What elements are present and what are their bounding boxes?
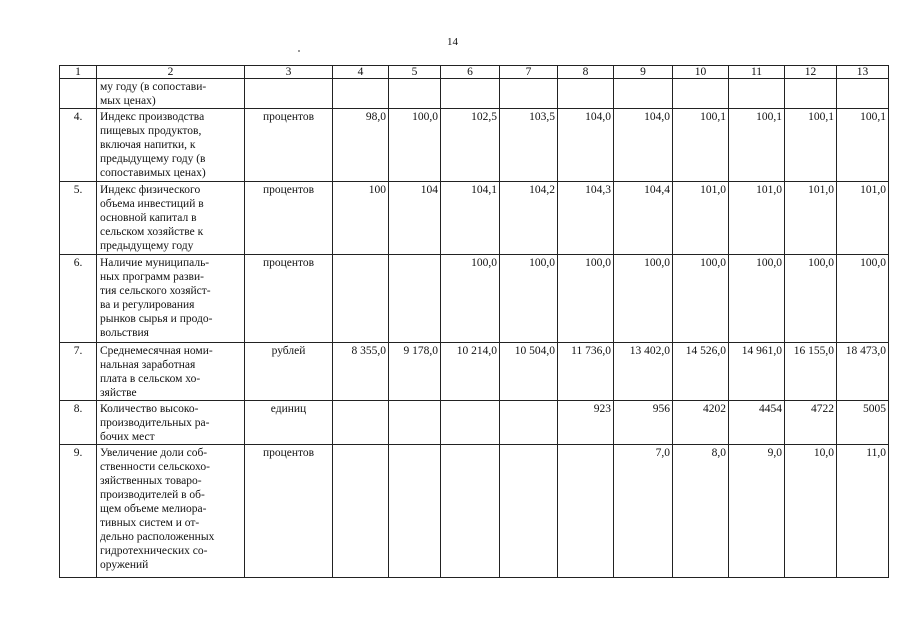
row-index: 7. (60, 343, 97, 401)
table-row (60, 79, 889, 109)
value-cell (441, 445, 500, 578)
value-cell (389, 401, 441, 445)
page-number: 14 (447, 36, 458, 48)
value-cell (333, 79, 389, 109)
value-cell: 104,0 (614, 109, 673, 182)
scan-speck (298, 50, 300, 52)
value-cell: 100,0 (837, 255, 889, 343)
value-cell: 100 (333, 182, 389, 255)
value-cell: 100,0 (441, 255, 500, 343)
value-cell: 100,0 (558, 255, 614, 343)
unit-cell: единиц (245, 401, 333, 445)
value-cell: 104,2 (500, 182, 558, 255)
indicator-name: Увеличение доли соб- ственности сельскохо- зяйственных товаро- производителей в об- щем объеме мелиора- тивных систем и от- дельно расположенных гидротехнических со- оружений (97, 445, 245, 578)
value-cell: 10,0 (785, 445, 837, 578)
value-cell: 98,0 (333, 109, 389, 182)
value-cell (673, 79, 729, 109)
table-row (60, 445, 889, 578)
value-cell (837, 79, 889, 109)
value-cell (500, 79, 558, 109)
row-index: 6. (60, 255, 97, 343)
indicator-name: Индекс физического объема инвестиций в основной капитал в сельском хозяйстве к предыдущему году (97, 182, 245, 255)
unit-cell: рублей (245, 343, 333, 401)
value-cell: 104,1 (441, 182, 500, 255)
value-cell: 7,0 (614, 445, 673, 578)
column-number-5: 5 (389, 66, 441, 79)
value-cell: 101,0 (729, 182, 785, 255)
value-cell: 4454 (729, 401, 785, 445)
value-cell: 10 504,0 (500, 343, 558, 401)
value-cell: 101,0 (785, 182, 837, 255)
column-number-12: 12 (785, 66, 837, 79)
value-cell (389, 255, 441, 343)
value-cell: 10 214,0 (441, 343, 500, 401)
row-index: 8. (60, 401, 97, 445)
value-cell: 102,5 (441, 109, 500, 182)
value-cell: 100,1 (673, 109, 729, 182)
value-cell (729, 79, 785, 109)
value-cell: 100,0 (729, 255, 785, 343)
value-cell: 956 (614, 401, 673, 445)
value-cell (441, 79, 500, 109)
value-cell (558, 445, 614, 578)
indicator-name: Наличие муниципаль- ных программ разви- тия сельского хозяйст- ва и регулирования рынков сырья и продо- вольствия (97, 255, 245, 343)
value-cell: 103,5 (500, 109, 558, 182)
value-cell: 4722 (785, 401, 837, 445)
value-cell: 16 155,0 (785, 343, 837, 401)
value-cell: 100,0 (500, 255, 558, 343)
column-number-6: 6 (441, 66, 500, 79)
value-cell: 101,0 (837, 182, 889, 255)
value-cell: 5005 (837, 401, 889, 445)
row-index: 4. (60, 109, 97, 182)
value-cell (614, 79, 673, 109)
table-row (60, 109, 889, 182)
value-cell: 9,0 (729, 445, 785, 578)
value-cell: 11,0 (837, 445, 889, 578)
value-cell (333, 401, 389, 445)
value-cell: 14 961,0 (729, 343, 785, 401)
value-cell: 13 402,0 (614, 343, 673, 401)
value-cell (441, 401, 500, 445)
column-number-4: 4 (333, 66, 389, 79)
unit-cell: процентов (245, 445, 333, 578)
value-cell (785, 79, 837, 109)
column-number-7: 7 (500, 66, 558, 79)
unit-cell: процентов (245, 255, 333, 343)
indicators-table (59, 65, 889, 578)
value-cell: 8 355,0 (333, 343, 389, 401)
indicator-name: Количество высоко- производительных ра- бочих мест (97, 401, 245, 445)
value-cell: 100,1 (729, 109, 785, 182)
value-cell: 14 526,0 (673, 343, 729, 401)
column-number-8: 8 (558, 66, 614, 79)
value-cell: 104 (389, 182, 441, 255)
value-cell: 8,0 (673, 445, 729, 578)
indicator-name: му году (в сопостави- мых ценах) (97, 79, 245, 109)
column-number-13: 13 (837, 66, 889, 79)
row-index (60, 79, 97, 109)
table-row (60, 255, 889, 343)
unit-cell: процентов (245, 182, 333, 255)
value-cell: 100,0 (673, 255, 729, 343)
table-body (60, 66, 889, 578)
column-number-9: 9 (614, 66, 673, 79)
column-number-row (60, 66, 889, 79)
indicator-name: Индекс производства пищевых продуктов, включая напитки, к предыдущему году (в сопоставимых ценах) (97, 109, 245, 182)
indicator-name: Среднемесячная номи- нальная заработная плата в сельском хо- зяйстве (97, 343, 245, 401)
value-cell (389, 79, 441, 109)
column-number-3: 3 (245, 66, 333, 79)
table-row (60, 343, 889, 401)
value-cell: 4202 (673, 401, 729, 445)
row-index: 5. (60, 182, 97, 255)
column-number-11: 11 (729, 66, 785, 79)
value-cell: 101,0 (673, 182, 729, 255)
value-cell: 100,1 (837, 109, 889, 182)
value-cell: 100,0 (785, 255, 837, 343)
value-cell (333, 445, 389, 578)
value-cell: 11 736,0 (558, 343, 614, 401)
value-cell (500, 445, 558, 578)
table-row (60, 182, 889, 255)
value-cell: 923 (558, 401, 614, 445)
row-index: 9. (60, 445, 97, 578)
value-cell: 100,1 (785, 109, 837, 182)
value-cell: 9 178,0 (389, 343, 441, 401)
unit-cell: процентов (245, 109, 333, 182)
table-row (60, 401, 889, 445)
value-cell: 104,0 (558, 109, 614, 182)
column-number-2: 2 (97, 66, 245, 79)
value-cell (558, 79, 614, 109)
value-cell (500, 401, 558, 445)
unit-cell (245, 79, 333, 109)
value-cell: 18 473,0 (837, 343, 889, 401)
column-number-1: 1 (60, 66, 97, 79)
value-cell: 100,0 (614, 255, 673, 343)
value-cell: 100,0 (389, 109, 441, 182)
value-cell: 104,3 (558, 182, 614, 255)
value-cell: 104,4 (614, 182, 673, 255)
value-cell (333, 255, 389, 343)
column-number-10: 10 (673, 66, 729, 79)
value-cell (389, 445, 441, 578)
